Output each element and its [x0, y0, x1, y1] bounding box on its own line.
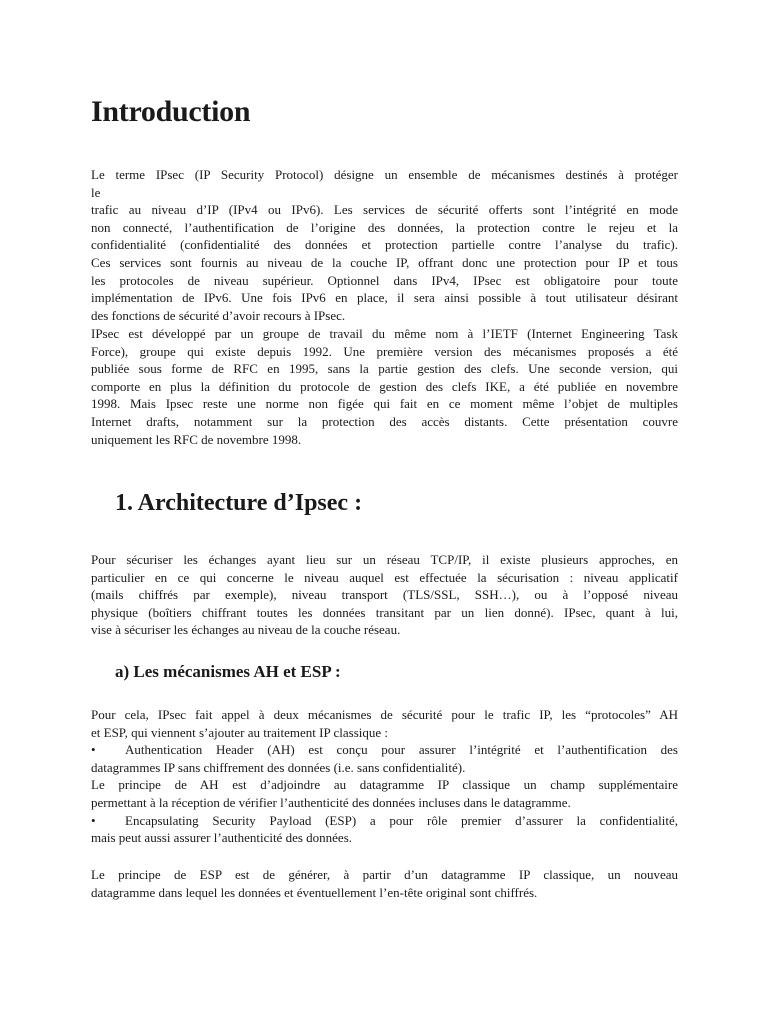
intro-paragraph-2 [91, 325, 678, 448]
text-line: Internet drafts, notamment sur la protection des accès distants. Cette présentation couvre [91, 413, 678, 429]
text-line: mais peut aussi assurer l’authenticité des données. [91, 830, 353, 846]
text-line: 1998. Mais Ipsec reste une norme non figée qui fait en ce moment même l’objet de multiples [91, 396, 678, 412]
subsection-a-body [91, 706, 678, 847]
text-line: Authentication Header (AH) est conçu pour assurer l’intégrité et l’authentification des [125, 742, 678, 758]
text-line: Le principe de AH est d’adjoindre au datagramme IP classique un champ supplémentaire [91, 777, 678, 793]
text-line: trafic au niveau d’IP (IPv4 ou IPv6). Les services de sécurité offerts sont l’intégrité en mode [91, 202, 678, 218]
text-line: Force), groupe qui existe depuis 1992. Une première version des mécanismes proposés a été [91, 343, 678, 359]
subsection-heading: a) Les mécanismes AH et ESP : [115, 662, 341, 681]
text-line: comporte en plus la définition du protocole de gestion des clefs IKE, a été publiée en novembre [91, 378, 678, 394]
text-line: IPsec est développé par un groupe de travail du même nom à l’IETF (Internet Engineering Task [91, 326, 678, 341]
page-title: Introduction [91, 95, 251, 128]
text-line: les protocoles de niveau supérieur. Optionnel dans IPv4, IPsec est obligatoire pour toute [91, 272, 678, 288]
text-line: Encapsulating Security Payload (ESP) a pour rôle premier d’assurer la confidentialité, [125, 812, 678, 828]
text-line: Le principe de ESP est de générer, à partir d’un datagramme IP classique, un nouveau [91, 867, 678, 882]
text-line: le [91, 184, 101, 200]
text-line: des fonctions de sécurité d’avoir recours à IPsec. [91, 307, 346, 323]
text-line: implémentation de IPv6. Une fois IPv6 en place, il sera ainsi possible à tout utilisateur désirant [91, 290, 678, 306]
text-line: datagramme dans lequel les données et éventuellement l’en-tête original sont chiffrés. [91, 884, 538, 900]
section-heading: 1. Architecture d’Ipsec : [115, 490, 363, 516]
section1-paragraph [91, 551, 678, 639]
text-line: Le terme IPsec (IP Security Protocol) désigne un ensemble de mécanismes destinés à protéger [91, 167, 678, 182]
text-line: Pour cela, IPsec fait appel à deux mécanismes de sécurité pour le trafic IP, les “protocoles” AH [91, 707, 678, 722]
esp-paragraph [91, 866, 678, 901]
bullet-icon: • [91, 812, 96, 828]
bullet-item-esp [91, 812, 678, 830]
text-line: Pour sécuriser les échanges ayant lieu sur un réseau TCP/IP, il existe plusieurs approches, en [91, 552, 678, 567]
text-line: uniquement les RFC de novembre 1998. [91, 431, 302, 447]
text-line: confidentialité (confidentialité des données et protection partielle contre l’analyse du trafic). [91, 237, 678, 253]
text-line: (mails chiffrés par exemple), niveau transport (TLS/SSL, SSH…), ou à l’opposé niveau [91, 587, 678, 603]
text-line: publiée sous forme de RFC en 1995, sans la partie gestion des clefs. Une seconde version, qui [91, 361, 678, 377]
text-line: vise à sécuriser les échanges au niveau de la couche réseau. [91, 622, 401, 638]
text-line: particulier en ce qui concerne le niveau auquel est effectuée la sécurisation : niveau applicatif [91, 569, 678, 585]
text-line: physique (boîtiers chiffrant toutes les données transitant par un lien donné). IPsec, quant à lui, [91, 604, 678, 620]
bullet-item-ah [91, 741, 678, 759]
text-line: et ESP, qui viennent s’ajouter au traitement IP classique : [91, 724, 389, 740]
text-line: non connecté, l’authentification de l’origine des données, la protection contre le rejeu et la [91, 219, 678, 235]
text-line: datagrammes IP sans chiffrement des données (i.e. sans confidentialité). [91, 759, 466, 775]
bullet-icon: • [91, 742, 96, 758]
intro-paragraph-1 [91, 166, 678, 324]
text-line: Ces services sont fournis au niveau de la couche IP, offrant donc une protection pour IP et tous [91, 254, 678, 270]
text-line: permettant à la réception de vérifier l’authenticité des données incluses dans le datagramme. [91, 794, 571, 810]
